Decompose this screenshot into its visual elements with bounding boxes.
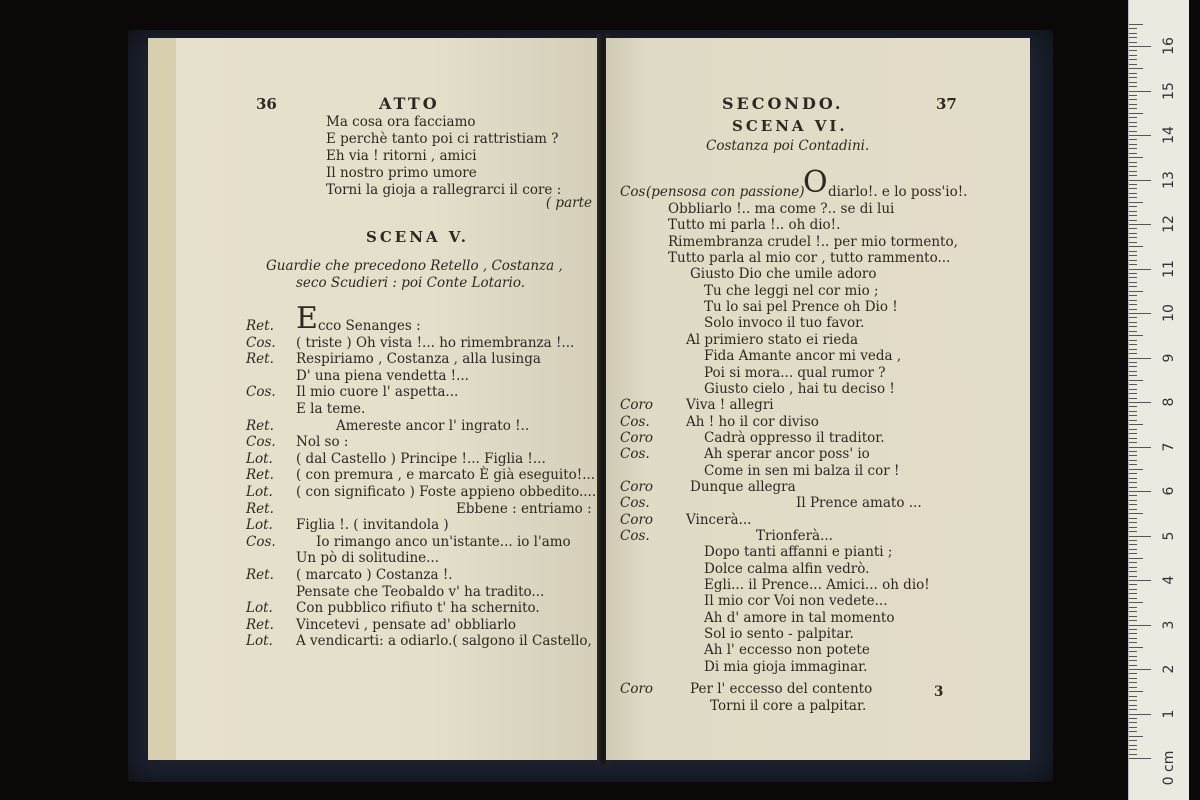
verse-line: Cadrà oppresso il traditor. [704,429,885,446]
ruler-tick [1129,242,1137,243]
ruler-tick [1129,531,1137,532]
ruler-tick [1129,264,1137,265]
verse-line: Per l' eccesso del contento [690,681,873,698]
ruler-tick [1129,113,1143,114]
ruler-tick [1129,745,1137,746]
ruler-tick [1129,696,1137,697]
ruler-tick [1129,344,1137,345]
ruler-tick [1129,50,1137,51]
ruler-tick [1129,122,1137,123]
ruler-tick [1129,647,1143,648]
ruler-tick [1129,691,1143,692]
ruler-tick [1129,77,1137,78]
ruler-tick [1129,629,1137,630]
stage-direction: (pensosa con passione) [646,184,805,200]
verse-line: Amereste ancor l' ingrato !.. [336,417,530,434]
ruler-tick [1129,91,1151,92]
verse-line: Dopo tanti affanni e pianti ; [704,544,893,561]
ruler-tick [1129,291,1143,292]
verse-line: Il mio cuore l' aspetta... [296,384,459,401]
ruler-tick [1129,424,1143,425]
left-page [148,38,600,760]
verse-line: Con pubblico rifiuto t' ha schernito. [296,600,540,617]
ruler-tick [1129,300,1137,301]
ruler-tick [1129,68,1143,69]
ruler-tick [1129,349,1137,350]
ruler-tick [1129,335,1143,336]
verse-line: Vincetevi , pensate ad' obbliarlo [296,616,517,633]
verse-line: A vendicarti: a odiarlo.( salgono il Castello, [296,633,592,650]
ruler-tick [1129,522,1137,523]
verse-line: E perchè tanto poi ci rattristiam ? [326,131,559,147]
page-header: ATTO [379,94,440,113]
verse-line: ( triste ) Oh vista !... ho rimembranza !... [296,334,575,351]
ruler-tick [1129,82,1137,83]
ruler-tick [1129,460,1137,461]
ruler-tick [1129,429,1137,430]
verse-line: Dunque allegra [690,478,796,495]
ruler-tick [1129,682,1137,683]
verse-line: E la teme. [296,401,366,417]
speaker-label: Coro [620,681,654,698]
ruler-number: 12 [1161,215,1177,233]
speaker-label: Lot. [246,517,273,534]
ruler-tick [1129,500,1137,501]
scene-description: Guardie che precedono Retello , Costanza , [266,258,563,274]
ruler-tick [1129,389,1137,390]
ruler-tick [1129,398,1137,399]
ruler-tick [1129,28,1137,29]
ruler-number: 7 [1161,442,1177,451]
ruler-tick [1129,273,1137,274]
ruler-tick [1129,384,1137,385]
ruler-tick [1129,487,1137,488]
ruler-tick [1129,108,1137,109]
verse-line: diarlo!. e lo poss'io!. [828,184,968,200]
verse-line: D' una piena vendetta !... [296,367,469,384]
ruler-tick [1129,197,1137,198]
ruler-tick [1129,277,1137,278]
verse-line: Dolce calma alfin vedrò. [704,560,870,577]
ruler-tick [1129,442,1137,443]
ruler-number: 2 [1161,664,1177,674]
speaker-label: Lot. [246,633,273,650]
verse-line: ( con premura , e marcato È già eseguito!... [296,467,596,484]
ruler-tick [1129,607,1137,608]
ruler-tick [1129,224,1151,225]
speaker-label: Cos. [246,334,276,351]
ruler-tick [1129,420,1137,421]
scene-heading: SCENA V. [366,228,470,246]
ruler-tick [1129,433,1137,434]
ruler-tick [1129,651,1137,652]
ruler-tick [1129,104,1137,105]
ruler-tick [1129,611,1137,612]
ruler-tick [1129,171,1137,172]
ruler-tick [1129,722,1137,723]
verse-line: Trionferà... [756,528,833,544]
ruler-tick [1129,731,1137,732]
page-number: 36 [256,95,277,113]
ruler-number: 14 [1161,126,1177,144]
ruler-tick [1129,362,1137,363]
ruler-tick [1129,251,1137,252]
ruler-tick [1129,727,1137,728]
ruler-tick [1129,59,1137,60]
ruler-tick [1129,665,1137,666]
ruler-tick [1129,709,1137,710]
verse-line: Ah d' amore in tal momento [704,609,895,626]
ruler-tick [1129,246,1143,247]
ruler-tick [1129,73,1137,74]
verse-line: Solo invoco il tuo favor. [704,315,865,332]
ruler-tick [1129,678,1137,679]
speaker-label: Ret. [246,500,274,517]
verse-line: Torni il core a palpitar. [710,697,867,714]
ruler-tick [1129,206,1137,207]
verse-line: Tutto parla al mio cor , tutto rammento... [668,250,951,267]
page-number: 37 [936,95,957,113]
verse-line: Ah sperar ancor poss' io [704,446,870,463]
speaker-label: Coro [620,511,654,528]
verse-line: Al primiero stato ei rieda [686,331,859,348]
ruler-tick [1129,451,1137,452]
ruler-tick [1129,673,1137,674]
ruler-tick [1129,309,1137,310]
ruler-number: 4 [1161,575,1177,585]
ruler-tick [1129,162,1137,163]
scene-description: seco Scudieri : poi Conte Lotario. [296,275,526,291]
ruler-tick [1129,415,1137,416]
ruler-number: 16 [1161,37,1177,55]
speaker-label: Cos. [620,446,650,463]
ruler-tick [1129,228,1137,229]
verse-line: Io rimango anco un'istante... io l'amo [316,533,571,550]
speaker-label: Ret. [246,417,274,434]
ruler-tick [1129,215,1137,216]
ruler-tick [1129,513,1143,514]
ruler-tick [1129,700,1137,701]
ruler-tick [1129,633,1137,634]
ruler-tick [1129,371,1137,372]
ruler-tick [1129,638,1137,639]
verse-line: Vincerà... [686,511,752,528]
verse-line: Tu lo sai pel Prence oh Dio ! [704,299,898,316]
ruler-tick [1129,736,1143,737]
ruler-tick [1129,602,1143,603]
ruler-tick [1129,540,1137,541]
ruler-tick [1129,593,1137,594]
ruler-tick [1129,282,1137,283]
speaker-label: Cos. [620,495,650,512]
speaker-label: Lot. [246,450,273,467]
ruler-tick [1129,99,1137,100]
ruler-tick [1129,375,1137,376]
ruler-tick [1129,544,1137,545]
ruler-tick [1129,220,1137,221]
ruler-tick [1129,589,1137,590]
speaker-label: Cos. [246,533,276,550]
ruler-tick [1129,33,1137,34]
verse-line: cco Senanges : [318,318,421,334]
scene-description: Costanza poi Contadini. [706,138,870,154]
ruler-number: 5 [1161,531,1177,540]
ruler-number: 1 [1161,709,1177,718]
ruler-tick [1129,571,1137,572]
ruler-tick [1129,153,1137,154]
ruler-tick [1129,353,1137,354]
verse-line: Giusto Dio che umile adoro [690,266,877,283]
ruler-tick [1129,527,1137,528]
verse-line: Respiriamo , Costanza , alla lusinga [296,351,541,368]
ruler-tick [1129,576,1137,577]
ruler-tick [1129,126,1137,127]
speaker-label: Ret. [246,616,274,633]
ruler-tick [1129,491,1151,492]
verse-line: Ebbene : entriamo : [456,500,592,517]
ruler-tick [1129,202,1143,203]
ruler-tick [1129,380,1143,381]
ruler-tick [1129,669,1151,670]
ruler-tick [1129,447,1151,448]
ruler-tick [1129,482,1137,483]
ruler-tick [1129,366,1137,367]
ruler-tick [1129,211,1137,212]
speaker-label: Coro [620,397,654,414]
speaker-label: Ret. [246,467,274,484]
scene-heading: SCENA VI. [732,117,848,135]
speaker-label: Lot. [246,484,273,500]
ruler-tick [1129,495,1137,496]
ruler-tick [1129,562,1137,563]
ruler-tick [1129,411,1137,412]
ruler-tick [1129,580,1151,581]
drop-cap: O [803,165,828,200]
ruler-tick [1129,139,1137,140]
ruler-tick [1129,536,1151,537]
ruler-tick [1129,758,1151,759]
ruler-number: 9 [1161,353,1177,362]
ruler-tick [1129,55,1137,56]
ruler-tick [1129,509,1137,510]
ruler-tick [1129,131,1137,132]
verse-line: Il nostro primo umore [326,165,477,181]
verse-line: Come in sen mi balza il cor ! [704,462,900,479]
exit-direction: ( parte [545,195,592,211]
speaker-label: Cos. [620,528,650,544]
ruler-tick [1129,188,1137,189]
ruler-tick [1129,37,1137,38]
ruler-tick [1129,393,1137,394]
speaker-label: Cos. [246,434,276,451]
ruler-tick [1129,358,1151,359]
ruler-tick [1129,469,1143,470]
verse-line: Ah l' eccesso non potete [704,642,870,659]
ruler-tick [1129,558,1143,559]
verse-line: Il mio cor Voi non vedete... [704,593,888,610]
page-header: SECONDO. [722,94,844,113]
ruler-tick [1129,322,1137,323]
ruler-tick [1129,455,1137,456]
ruler-tick [1129,175,1137,176]
speaker-label: Coro [620,429,654,446]
verse-line: Di mia gioja immaginar. [704,658,868,675]
verse-line: Obbliarlo !.. ma come ?.. se di lui [668,201,895,217]
speaker-label: Cos. [620,413,650,430]
ruler-tick [1129,193,1137,194]
speaker-label: Coro [620,478,654,495]
ruler-tick [1129,233,1137,234]
ruler-tick [1129,157,1143,158]
ruler-tick [1129,313,1151,314]
ruler-tick [1129,438,1137,439]
ruler-number: 15 [1161,81,1177,100]
ruler-tick [1129,326,1137,327]
verse-line: Rimembranza crudel !.. per mio tormento, [668,233,958,250]
ruler-tick [1129,718,1137,719]
ruler-tick [1129,567,1137,568]
ruler-tick [1129,714,1151,715]
ruler-tick [1129,705,1137,706]
speaker-label: Lot. [246,600,273,617]
ruler-tick [1129,478,1137,479]
ruler-tick [1129,754,1137,755]
ruler-unit-label: 0 cm [1161,750,1177,786]
ruler-tick [1129,86,1137,87]
ruler-tick [1129,504,1137,505]
ruler-number: 8 [1161,397,1177,407]
verse-line: Eh via ! ritorni , amici [326,148,477,164]
ruler-tick [1129,295,1137,296]
ruler-tick [1129,117,1137,118]
ruler-tick [1129,148,1137,149]
ruler-number: 10 [1161,304,1177,322]
ruler-tick [1129,642,1137,643]
speaker-label: Ret. [246,351,274,368]
ruler-tick [1129,144,1137,145]
signature-mark: 3 [934,684,944,700]
verse-line: Ah ! ho il cor diviso [686,413,819,430]
verse-line: Tu che leggi nel cor mio ; [704,282,879,299]
verse-line: Egli... il Prence... Amici... oh dio! [704,577,930,594]
ruler-tick [1129,42,1137,43]
verse-line: Viva ! allegri [686,397,774,414]
right-page [606,38,1030,760]
ruler-tick [1129,749,1137,750]
verse-line: Giusto cielo , hai tu deciso ! [704,380,895,397]
ruler-tick [1129,260,1137,261]
speaker-label: Ret. [246,318,274,334]
ruler-tick [1129,598,1137,599]
verse-line: Figlia !. ( invitandola ) [296,517,449,534]
ruler-tick [1129,317,1137,318]
ruler-tick [1129,616,1137,617]
ruler-number: 13 [1161,170,1177,189]
ruler-number: 6 [1161,486,1177,496]
verse-line: Torni la gioja a rallegrarci il core : [326,182,562,198]
verse-line: Poi si mora... qual rumor ? [704,364,886,381]
ruler-tick [1129,402,1151,403]
ruler-tick [1129,180,1151,181]
ruler-tick [1129,64,1137,65]
ruler-tick [1129,464,1137,465]
ruler-tick [1129,549,1137,550]
ruler-tick [1129,184,1137,185]
verse-line: Fida Amante ancor mi veda , [704,348,902,365]
drop-cap: E [296,301,318,336]
speaker-label: Cos. [246,384,276,401]
ruler-tick [1129,237,1137,238]
verse-line: Ma cosa ora facciamo [326,114,476,130]
ruler-tick [1129,166,1137,167]
ruler-tick [1129,625,1151,626]
verse-line: Un pò di solitudine... [296,550,440,567]
ruler-tick [1129,656,1137,657]
ruler-tick [1129,620,1137,621]
ruler-number: 11 [1161,259,1177,278]
verse-line: ( marcato ) Costanza !. [296,567,453,583]
ruler-tick [1129,740,1137,741]
verse-line: ( con significato ) Foste appieno obbedito.... [296,484,597,500]
ruler-tick [1129,135,1151,136]
measurement-ruler [1128,0,1189,800]
ruler-tick [1129,24,1143,25]
ruler-tick [1129,553,1137,554]
ruler-tick [1129,340,1137,341]
ruler-tick [1129,255,1137,256]
ruler-tick [1129,406,1137,407]
verse-line: Pensate che Teobaldo v' ha tradito... [296,583,545,600]
ruler-number: 3 [1161,620,1177,629]
ruler-tick [1129,687,1137,688]
ruler-tick [1129,660,1137,661]
verse-line: ( dal Castello ) Principe !... Figlia !... [296,450,546,467]
ruler-tick [1129,304,1137,305]
verse-line: Nol so : [296,434,349,451]
ruler-tick [1129,46,1151,47]
ruler-tick [1129,269,1151,270]
ruler-tick [1129,286,1137,287]
ruler-tick [1129,473,1137,474]
ruler-tick [1129,95,1137,96]
ruler-tick [1129,331,1137,332]
verse-line: Sol io sento - palpitar. [704,626,854,643]
ruler-tick [1129,584,1137,585]
verse-line: Tutto mi parla !.. oh dio!. [668,217,841,234]
speaker-label: Cos. [620,184,650,200]
speaker-label: Ret. [246,567,274,583]
verse-line: Il Prence amato ... [796,495,922,512]
ruler-tick [1129,518,1137,519]
